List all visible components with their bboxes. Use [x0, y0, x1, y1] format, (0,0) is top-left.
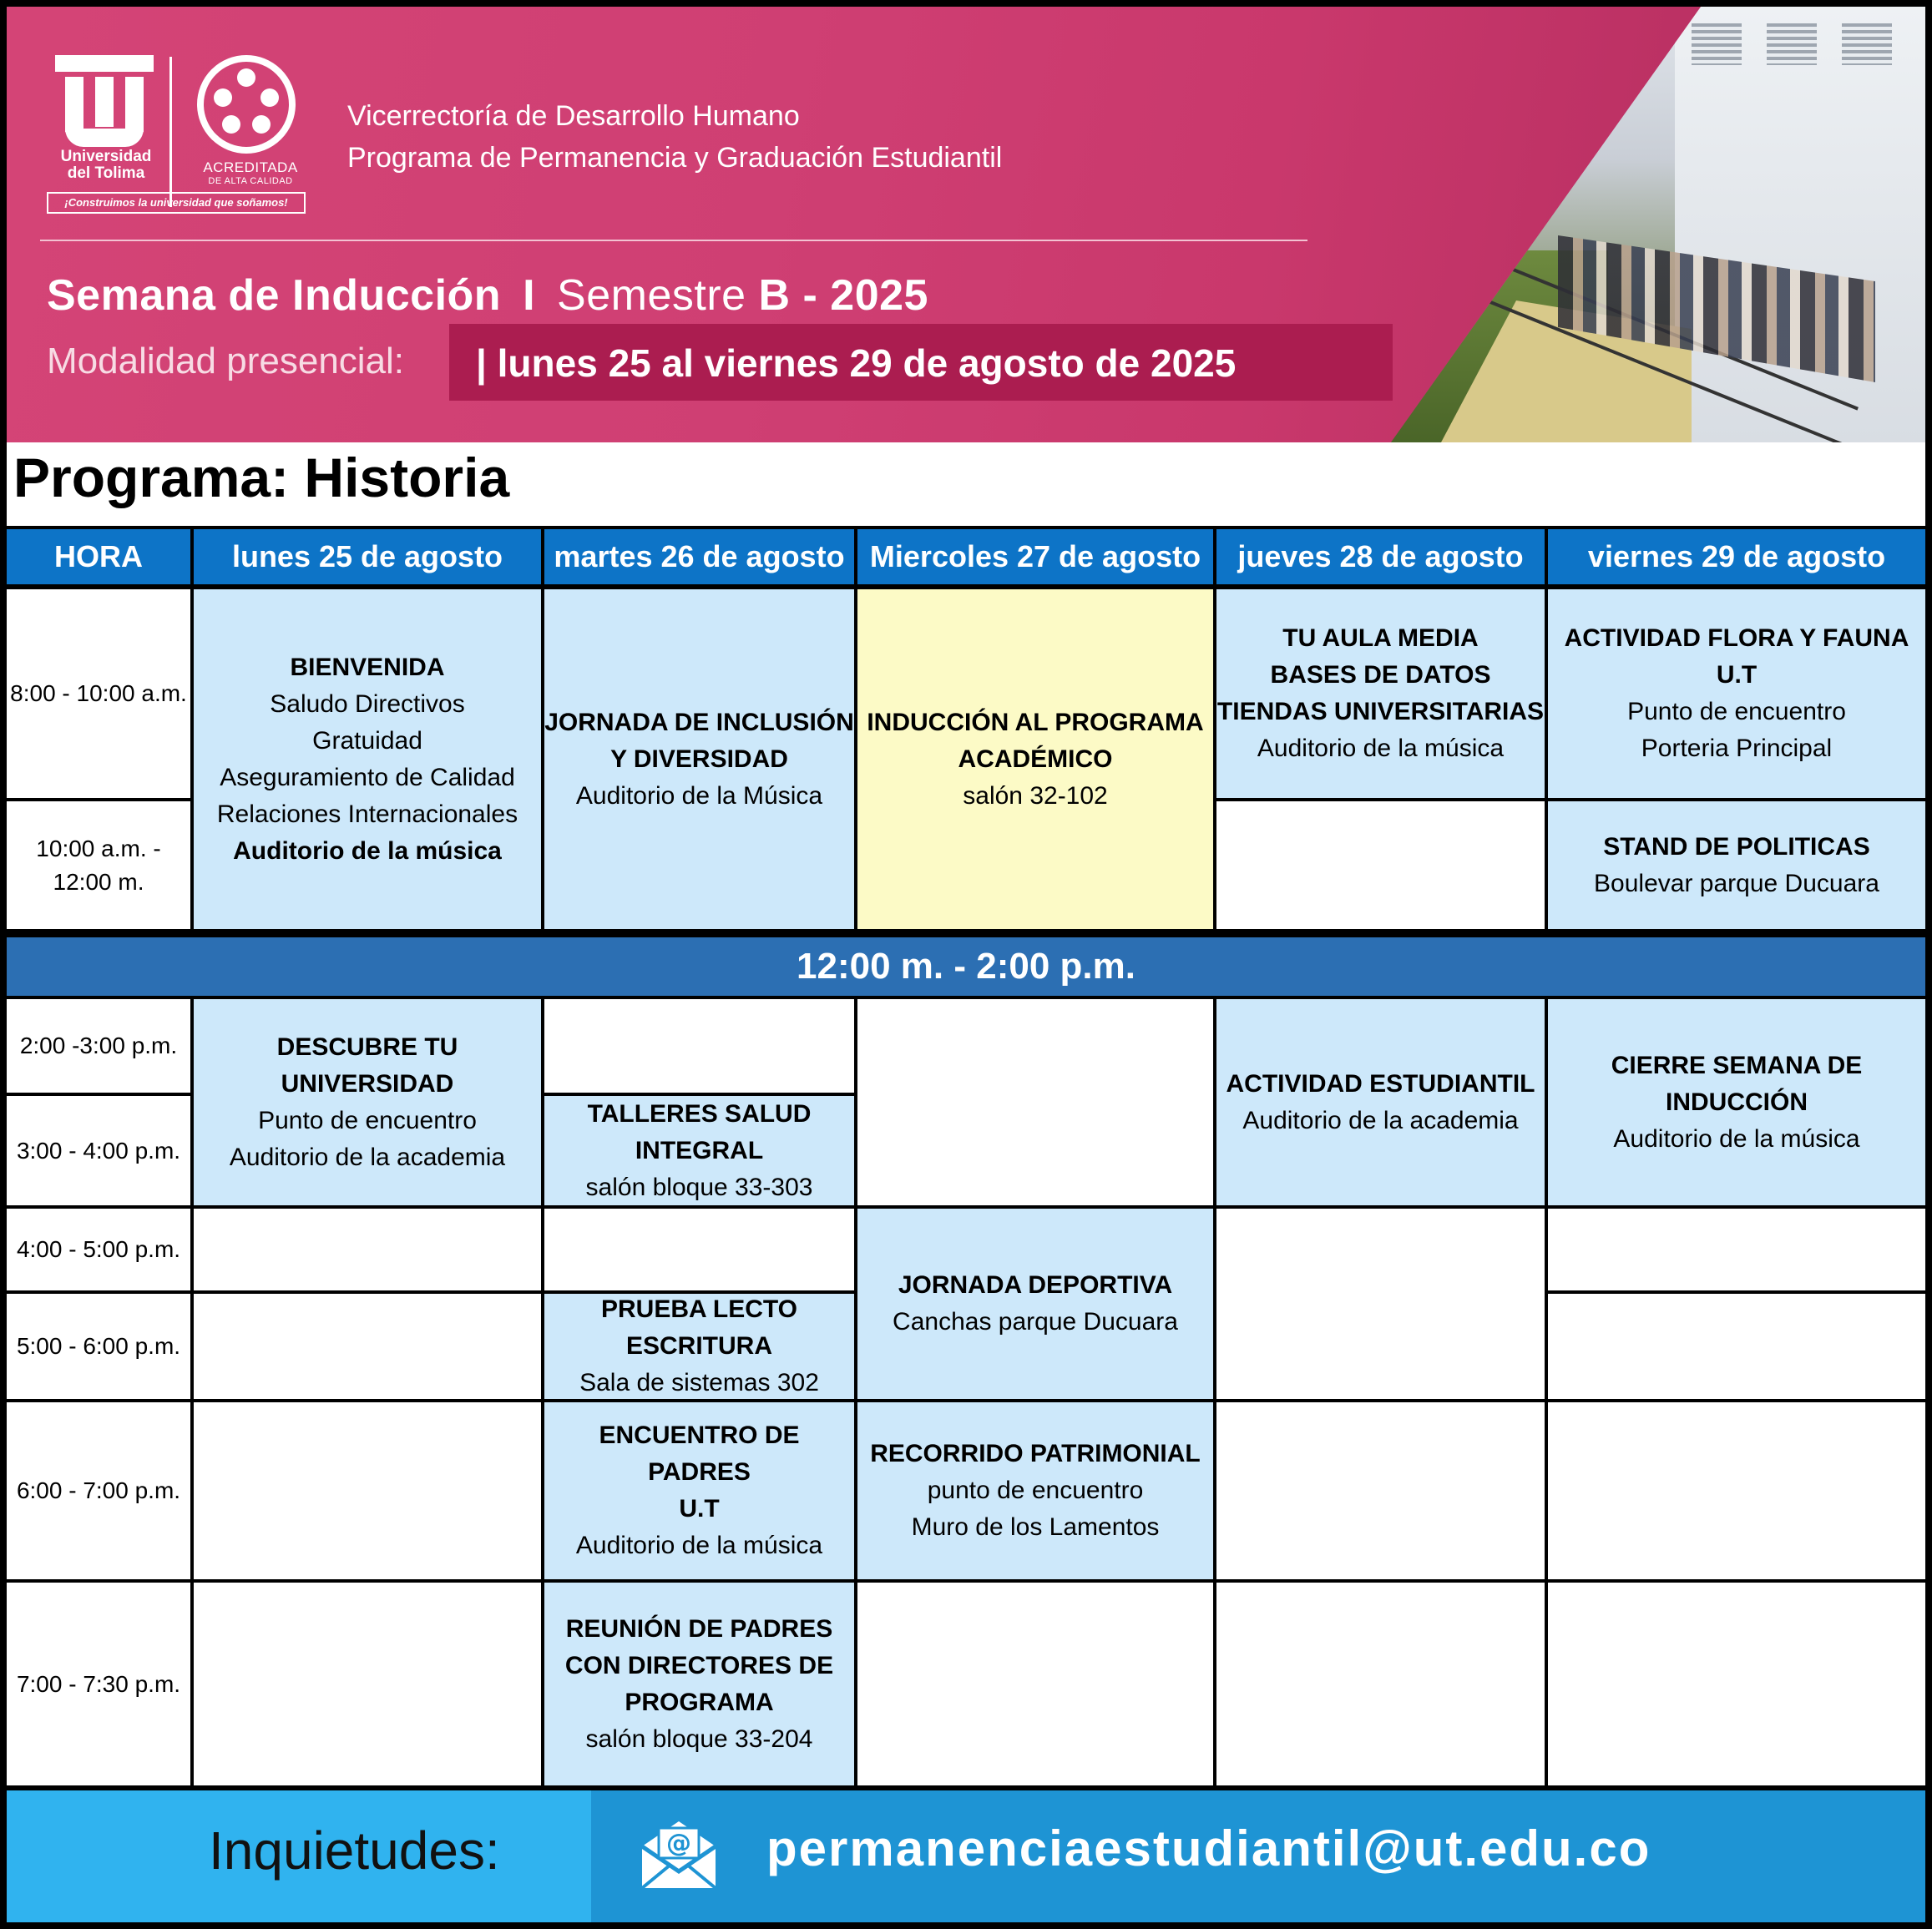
event-title: PRUEBA LECTO [600, 1295, 798, 1323]
accreditation-line2: DE ALTA CALIDAD [208, 176, 293, 186]
empty-cell [1216, 801, 1545, 929]
event-title: TIENDAS UNIVERSITARIAS [1216, 698, 1545, 725]
event-title: PROGRAMA [625, 1688, 774, 1716]
event-talleres-salud [544, 1096, 854, 1205]
event-title: CIERRE SEMANA DE [1611, 1051, 1863, 1079]
event-prueba-lecto [544, 1294, 854, 1399]
university-logo-icon [55, 55, 154, 149]
event-title: STAND DE POLITICAS [1603, 832, 1870, 861]
university-slogan: ¡Construimos la universidad que soñamos! [47, 192, 306, 214]
empty-cell [1216, 1209, 1545, 1399]
event-place: Auditorio de la música [233, 836, 502, 865]
university-line2: del Tolima [67, 164, 145, 182]
empty-cell [857, 999, 1213, 1205]
event-heading: Semana de Inducción I Semestre B - 2025 [47, 271, 928, 320]
envelope-at-icon [639, 1816, 719, 1891]
event-reunion-padres [544, 1583, 854, 1785]
event-title: BASES DE DATOS [1270, 661, 1491, 689]
event-place: Sala de sistemas 302 [579, 1369, 819, 1396]
event-title: BIENVENIDA [290, 653, 445, 681]
hour-17-18: 5:00 - 6:00 p.m. [7, 1294, 190, 1399]
event-title: RECORRIDO PATRIMONIAL [870, 1440, 1201, 1467]
hour-15-16: 3:00 - 4:00 p.m. [7, 1096, 190, 1205]
event-place: punto de encuentro [927, 1477, 1144, 1504]
event-dates: | lunes 25 al viernes 29 de agosto de 2025 [476, 341, 1237, 385]
empty-cell [1216, 1583, 1545, 1785]
university-name [43, 149, 169, 182]
event-title: JORNADA DEPORTIVA [898, 1271, 1173, 1299]
empty-cell [857, 1583, 1213, 1785]
office-line1: Vicerrectoría de Desarrollo Humano [347, 100, 800, 132]
empty-cell [544, 1209, 854, 1290]
empty-cell [194, 1209, 541, 1290]
event-jornada-inclusion [544, 589, 854, 929]
event-title: CON DIRECTORES DE [564, 1651, 834, 1679]
event-place: Auditorio de la academia [229, 1143, 506, 1171]
empty-cell [544, 999, 854, 1093]
event-line: Aseguramiento de Calidad [220, 763, 515, 791]
event-place: Auditorio de la música [1257, 735, 1505, 762]
event-title: U.T [679, 1495, 720, 1522]
event-stand-politicas [1548, 801, 1925, 929]
event-title: ENCUENTRO DE PADRES [599, 1422, 800, 1486]
event-title: INDUCCIÓN [1666, 1088, 1808, 1116]
column-header-tuesday: martes 26 de agosto [544, 529, 854, 584]
modality-label: Modalidad presencial: [47, 341, 405, 381]
program-title: Programa: Historia [13, 447, 510, 508]
hour-19-1930: 7:00 - 7:30 p.m. [7, 1583, 190, 1785]
students-photo [1391, 7, 1925, 442]
event-recorrido-patrimonial [857, 1402, 1213, 1579]
empty-cell [194, 1402, 541, 1579]
semester-label: Semestre [557, 271, 746, 320]
column-header-thursday: jueves 28 de agosto [1216, 529, 1545, 584]
event-place: salón 32-102 [963, 781, 1108, 810]
footer-label: Inquietudes: [209, 1820, 500, 1881]
column-header-monday: lunes 25 de agosto [194, 529, 541, 584]
event-title: ACTIVIDAD FLORA Y FAUNA [1564, 624, 1909, 652]
event-place: salón bloque 33-204 [585, 1724, 813, 1753]
event-place: Auditorio de la academia [1242, 1106, 1519, 1134]
event-jornada-deportiva [857, 1209, 1213, 1399]
hour-18-19: 6:00 - 7:00 p.m. [7, 1402, 190, 1579]
event-title: ESCRITURA [625, 1332, 772, 1360]
event-line: Relaciones Internacionales [216, 800, 518, 828]
accreditation-line1: ACREDITADA [203, 159, 298, 175]
empty-cell [1548, 1402, 1925, 1579]
event-encuentro-padres [544, 1402, 854, 1579]
event-title: Semana de Inducción [47, 271, 502, 320]
event-tu-aula-media [1216, 589, 1545, 798]
accreditation-seal-icon [197, 55, 296, 154]
event-descubre-universidad [194, 999, 541, 1205]
event-title: ACADÉMICO [958, 745, 1113, 773]
event-actividad-estudiantil [1216, 999, 1545, 1205]
event-place: Punto de encuentro [258, 1106, 477, 1134]
event-place: salón bloque 33-303 [585, 1173, 813, 1201]
empty-cell [1548, 1209, 1925, 1290]
event-title: REUNIÓN DE PADRES [565, 1614, 833, 1643]
event-flora-fauna [1548, 589, 1925, 798]
event-cierre-semana [1548, 999, 1925, 1205]
event-title: INTEGRAL [635, 1136, 764, 1164]
event-title: DESCUBRE TU UNIVERSIDAD [276, 1033, 458, 1098]
empty-cell [1548, 1294, 1925, 1399]
event-place: Punto de encuentro [1627, 698, 1846, 725]
event-place: Canchas parque Ducuara [893, 1308, 1178, 1336]
svg-text:@: @ [666, 1829, 691, 1858]
event-title: INDUCCIÓN AL PROGRAMA [867, 708, 1204, 736]
column-header-hora: HORA [7, 529, 190, 584]
event-line: Gratuidad [312, 726, 422, 755]
hour-10-12 [7, 801, 190, 929]
empty-cell [194, 1294, 541, 1399]
logo-divider [169, 57, 172, 207]
header-banner [7, 7, 1925, 442]
office-names [347, 95, 1002, 179]
event-place: Muro de los Lamentos [911, 1513, 1160, 1541]
event-bienvenida [194, 589, 541, 929]
semester-value: B - 2025 [758, 271, 928, 320]
empty-cell [1216, 1402, 1545, 1579]
hour-16-17: 4:00 - 5:00 p.m. [7, 1209, 190, 1290]
event-title: U.T [1716, 661, 1758, 689]
event-title: Y DIVERSIDAD [610, 745, 788, 773]
lunch-break: 12:00 m. - 2:00 p.m. [7, 937, 1925, 996]
university-line1: Universidad [60, 148, 152, 165]
header-rule [40, 240, 1307, 241]
column-header-wednesday: Miercoles 27 de agosto [857, 529, 1213, 584]
accreditation-text [192, 160, 309, 189]
event-title: JORNADA DE INCLUSIÓN [544, 708, 854, 736]
empty-cell [1548, 1583, 1925, 1785]
event-induccion-programa [857, 589, 1213, 929]
contact-email-link[interactable]: permanenciaestudiantil@ut.edu.co [766, 1820, 1651, 1876]
hour-8-10: 8:00 - 10:00 a.m. [7, 589, 190, 798]
hour-10-12-text: 10:00 a.m. - 12:00 m. [36, 835, 161, 895]
event-title: ACTIVIDAD ESTUDIANTIL [1226, 1069, 1535, 1098]
column-header-friday: viernes 29 de agosto [1548, 529, 1925, 584]
event-place: Auditorio de la música [575, 1532, 823, 1559]
hour-14-15: 2:00 -3:00 p.m. [7, 999, 190, 1093]
event-place: Porteria Principal [1641, 735, 1833, 762]
event-place: Auditorio de la música [1613, 1124, 1860, 1153]
event-title: TU AULA MEDIA [1282, 624, 1479, 652]
event-line: Saludo Directivos [270, 689, 465, 718]
event-place: Boulevar parque Ducuara [1594, 869, 1879, 897]
empty-cell [194, 1583, 541, 1785]
event-title: TALLERES SALUD [587, 1099, 812, 1128]
office-line2: Programa de Permanencia y Graduación Estudiantil [347, 142, 1003, 174]
event-place: Auditorio de la Música [575, 781, 823, 810]
